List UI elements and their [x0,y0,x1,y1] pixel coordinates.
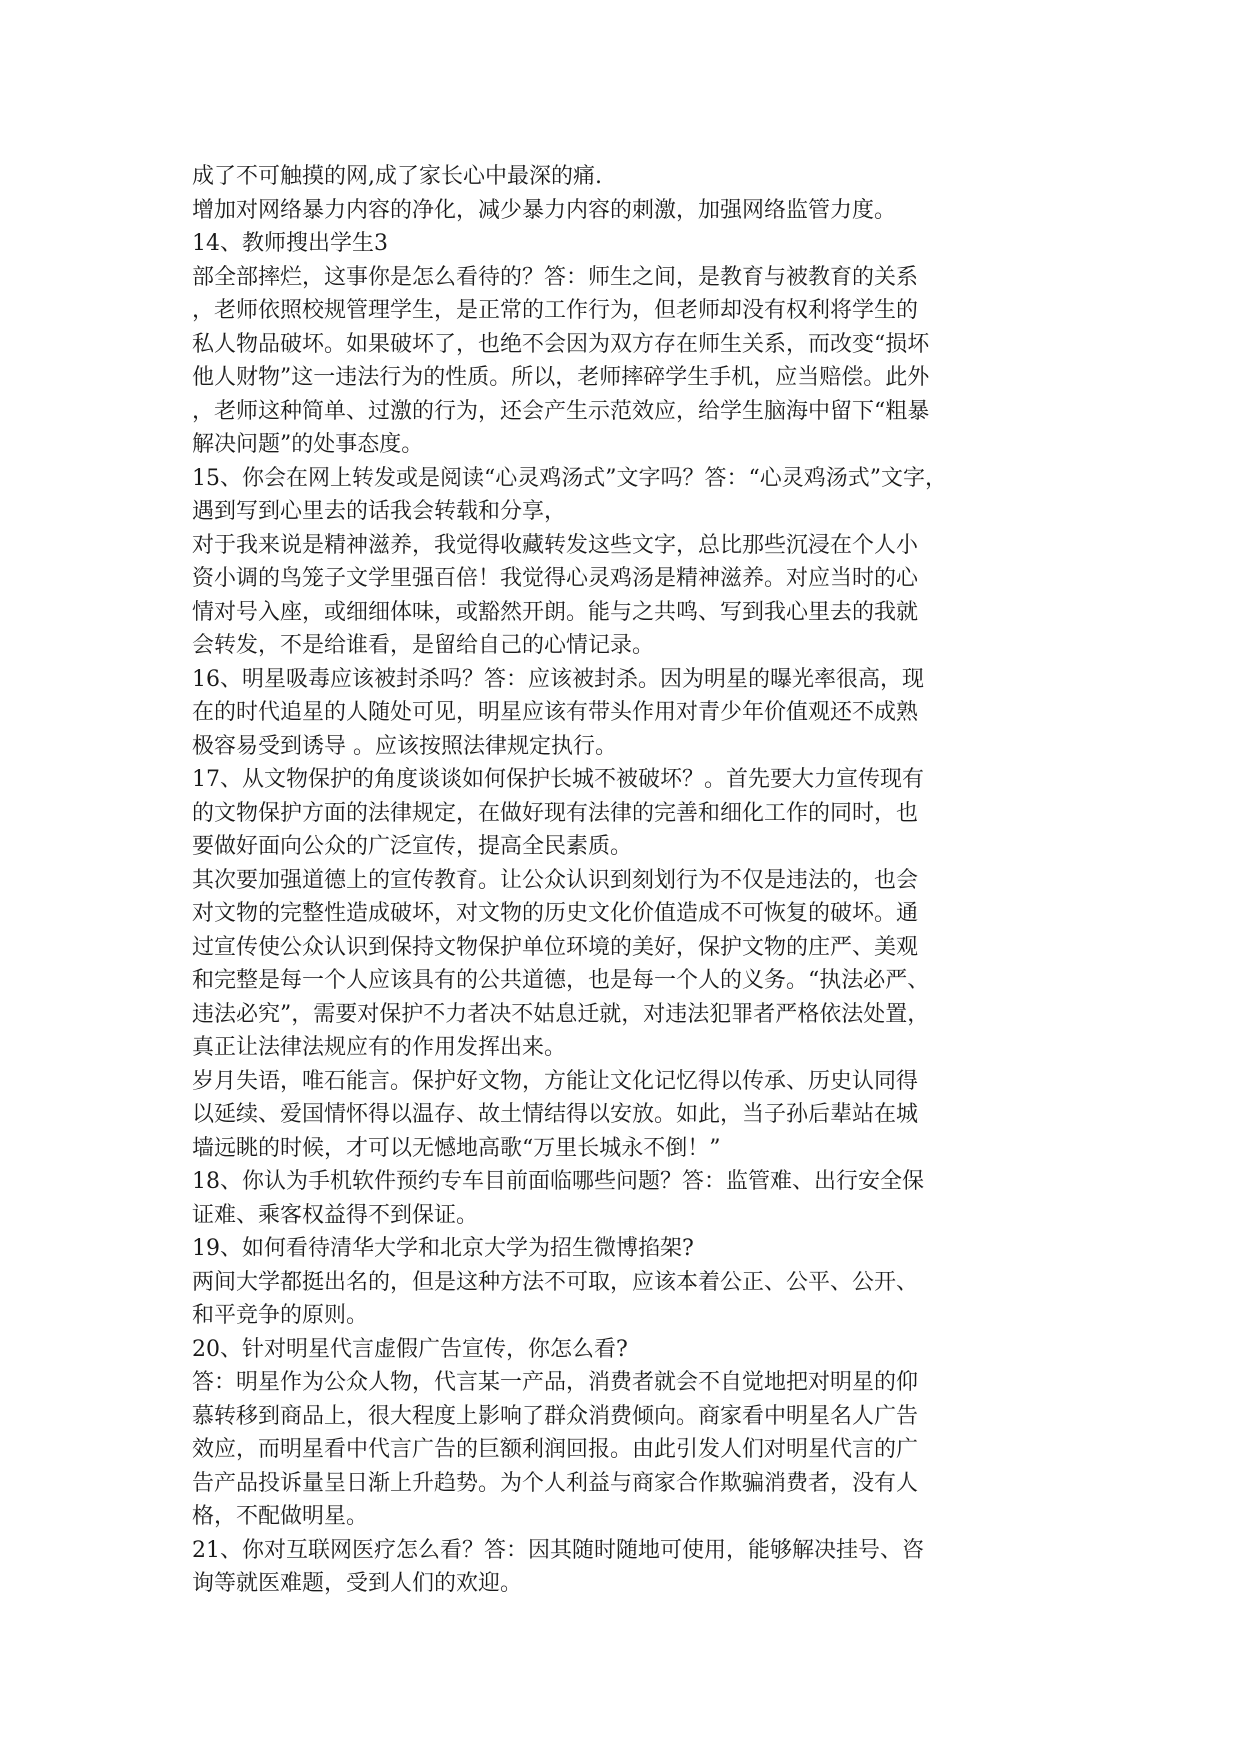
text-line: 证难、乘客权益得不到保证。 [192,1202,479,1228]
text-line: 岁月失语，唯石能言。保护好文物，方能让文化记忆得以传承、历史认同得 [192,1068,919,1094]
text-line: 私人物品破坏。如果破坏了，也绝不会因为双方存在师生关系，而改变“损坏 [192,331,930,357]
question-heading: 20、针对明星代言虚假广告宣传，你怎么看? [192,1336,628,1362]
text-line: 极容易受到诱导 。应该按照法律规定执行。 [192,733,617,759]
text-line: 他人财物”这一违法行为的性质。所以，老师摔碎学生手机，应当赔偿。此外 [192,365,930,390]
text-line: 询等就医难题，受到人们的欢迎。 [192,1571,523,1596]
text-line: 答：明星作为公众人物，代言某一产品，消费者就会不自觉地把对明星的仰 [192,1370,919,1395]
text-line: 两间大学都挺出名的，但是这种方法不可取，应该本着公正、公平、公开、 [192,1269,919,1295]
text-line: 效应，而明星看中代言广告的巨额利润回报。由此引发人们对明星代言的广 [192,1437,919,1462]
text-line: 增加对网络暴力内容的净化，减少暴力内容的刺激，加强网络监管力度。 [192,197,897,223]
text-line: 成了不可触摸的网,成了家长心中最深的痛. [192,164,602,189]
text-line: 以延续、爱国情怀得以温存、故土情结得以安放。如此，当子孙后辈站在城 [192,1102,919,1127]
text-line: 解决问题”的处事态度。 [192,432,424,457]
text-line: 对于我来说是精神滋养，我觉得收藏转发这些文字，总比那些沉浸在个人小 [192,532,919,558]
text-line: 和完整是每一个人应该具有的公共道德，也是每一个人的义务。“执法必严、 [192,968,930,993]
text-line: 的文物保护方面的法律规定，在做好现有法律的完善和细化工作的同时，也 [192,800,919,826]
document-body [192,160,1052,1601]
text-line: 会转发，不是给谁看，是留给自己的心情记录。 [192,633,655,658]
question-heading: 18、你认为手机软件预约专车目前面临哪些问题？答：监管难、出行安全保 [192,1169,924,1194]
question-heading: 16、明星吸毒应该被封杀吗？答：应该被封杀。因为明星的曝光率很高，现 [192,666,924,692]
text-line: 违法必究”，需要对保护不力者决不姑息迁就，对违法犯罪者严格依法处置， [192,1001,930,1027]
text-line: 资小调的鸟笼子文学里强百倍！我觉得心灵鸡汤是精神滋养。对应当时的心 [192,566,919,591]
text-line: 格，不配做明星。 [192,1504,369,1529]
text-line: 慕转移到商品上，很大程度上影响了群众消费倾向。商家看中明星名人广告 [192,1403,919,1429]
question-heading: 17、从文物保护的角度谈谈如何保护长城不被破坏？。首先要大力宣传现有 [192,767,924,792]
question-heading: 19、如何看待清华大学和北京大学为招生微博掐架? [192,1236,694,1261]
text-line: 过宣传使公众认识到保持文物保护单位环境的美好，保护文物的庄严、美观 [192,934,919,960]
text-line: 要做好面向公众的广泛宣传，提高全民素质。 [192,834,633,859]
text-line: 真正让法律法规应有的作用发挥出来。 [192,1035,567,1060]
question-heading: 14、教师搜出学生3 [192,231,388,256]
text-line: 墙远眺的时候，才可以无憾地高歌“万里长城永不倒！” [192,1135,721,1161]
question-heading: 21、你对互联网医疗怎么看？答：因其随时随地可使用，能够解决挂号、咨 [192,1537,924,1563]
text-line: 情对号入座，或细细体味，或豁然开朗。能与之共鸣、写到我心里去的我就 [192,599,919,625]
text-line: 部全部摔烂，这事你是怎么看待的？答：师生之间，是教育与被教育的关系 [192,264,919,290]
text-line: 和平竞争的原则。 [192,1303,369,1328]
question-heading: 15、你会在网上转发或是阅读“心灵鸡汤式”文字吗？答：“心灵鸡汤式”文字， [192,465,947,491]
text-line: 遇到写到心里去的话我会转载和分享， [192,499,567,524]
text-line: ，老师依照校规管理学生，是正常的工作行为，但老师却没有权利将学生的 [192,298,919,323]
text-line: 其次要加强道德上的宣传教育。让公众认识到刻划行为不仅是违法的，也会 [192,867,919,893]
text-line: ，老师这种简单、过激的行为，还会产生示范效应，给学生脑海中留下“粗暴 [192,398,930,424]
text-line: 对文物的完整性造成破坏，对文物的历史文化价值造成不可恢复的破坏。通 [192,901,919,926]
text-line: 在的时代追星的人随处可见，明星应该有带头作用对青少年价值观还不成熟 [192,700,919,725]
text-line: 告产品投诉量呈日渐上升趋势。为个人利益与商家合作欺骗消费者，没有人 [192,1470,919,1496]
